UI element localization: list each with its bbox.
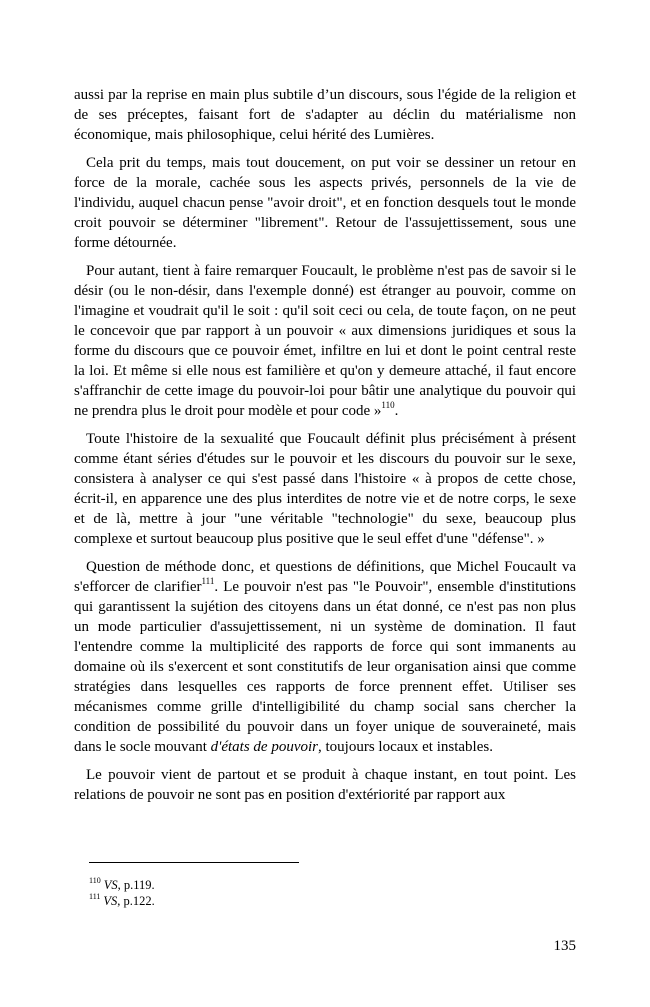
paragraph <box>74 765 576 805</box>
paragraph <box>74 557 576 757</box>
text-run: Toute l'histoire de la sexualité que Foucault définit plus précisément à présent comme étant séries d'études sur le pouvoir et les discours du pouvoir sur le sexe, consistera à analyser ce qui s'est passé dans l'histoire « à propos de cette chose, écrit-il, en apparence une des plus interdites de notre vie et de notre corps, le sexe et de là, mettre à jour "une véritable "technologie" du sexe, beaucoup plus complexe et surtout beaucoup plus positive que le seul effet d'une "défense". » <box>74 431 576 547</box>
paragraph <box>74 429 576 549</box>
paragraph <box>74 153 576 253</box>
footnote-source: VS <box>103 878 118 892</box>
text-run: Question de méthode donc, et questions de définitions, que Michel Foucault va s'efforcer de clarifier <box>74 559 576 595</box>
footnote-number: 111 <box>89 891 101 901</box>
footnote <box>89 893 489 909</box>
text-run: . Le pouvoir n'est pas "le Pouvoir", ensemble d'institutions qui garantissent la sujétion des citoyens dans un état donné, ce n'est pas non plus un mode particulier d'assujettissement, ni un système de domination. Il faut l'entendre comme la multiplicité des rapports de force qui sont immanents au domaine où ils s'exercent et sont constitutifs de leur organisation ainsi que comme stratégies dans lesquelles ces rapports de force prennent effet. Utiliser ses mécanismes comme grille d'intelligibilité du champ social sans chercher la condition de possibilité du pouvoir dans un foyer unique de souveraineté, mais dans le socle mouvant <box>74 579 576 755</box>
text-run: Cela prit du temps, mais tout doucement, on put voir se dessiner un retour en force de la morale, cachée sous les aspects privés, personnels de la vie de l'individu, auquel chacun pense "avoir droit", et en fonction desquels tout le monde croit pouvoir se déterminer "librement". Retour de l'assujettissement, sous une forme détournée. <box>74 155 576 251</box>
footnote-page: , p.122. <box>117 894 155 908</box>
text-run: . <box>394 403 399 419</box>
footnote-reference: 111 <box>201 576 215 586</box>
paragraph <box>74 85 576 145</box>
italic-text: d'états de pouvoir <box>210 739 318 755</box>
text-run: Pour autant, tient à faire remarquer Foucault, le problème n'est pas de savoir si le désir (ou le non-désir, dans l'exemple donné) est étranger au pouvoir, comme on l'imagine et voudrait qu'il le soit : qu'il soit ceci ou cela, de toute façon, on ne peut le concevoir que par rapport à un pouvoir « aux dimensions juridiques et sous la forme du discours que ce pouvoir émet, infiltre en lui et dont le point central reste la loi. Et même si elle nous est familière et qu'on y demeure attaché, il faut encore s'affranchir de cette image du pouvoir-loi pour bâtir une analytique du pouvoir qui ne prendra plus le droit pour modèle et pour code » <box>74 263 576 419</box>
footnote-page: , p.119. <box>117 878 155 892</box>
text-run: Le pouvoir vient de partout et se produit à chaque instant, en tout point. Les relations de pouvoir ne sont pas en position d'extériorité par rapport aux <box>74 767 576 803</box>
footnote-reference: 110 <box>381 400 395 410</box>
footnote <box>89 877 489 893</box>
footnote-separator <box>89 862 299 863</box>
footnote-number: 110 <box>89 875 101 885</box>
body-text <box>74 85 576 813</box>
text-run: , toujours locaux et instables. <box>318 739 493 755</box>
paragraph <box>74 261 576 421</box>
text-run: aussi par la reprise en main plus subtile d’un discours, sous l'égide de la religion et de ses préceptes, faisant fort de s'adapter au déclin du matérialisme non économique, mais philosophique, celui hérité des Lumières. <box>74 87 576 143</box>
footnotes <box>89 877 489 909</box>
page-number: 135 <box>553 938 576 954</box>
footnote-source: VS <box>103 894 118 908</box>
